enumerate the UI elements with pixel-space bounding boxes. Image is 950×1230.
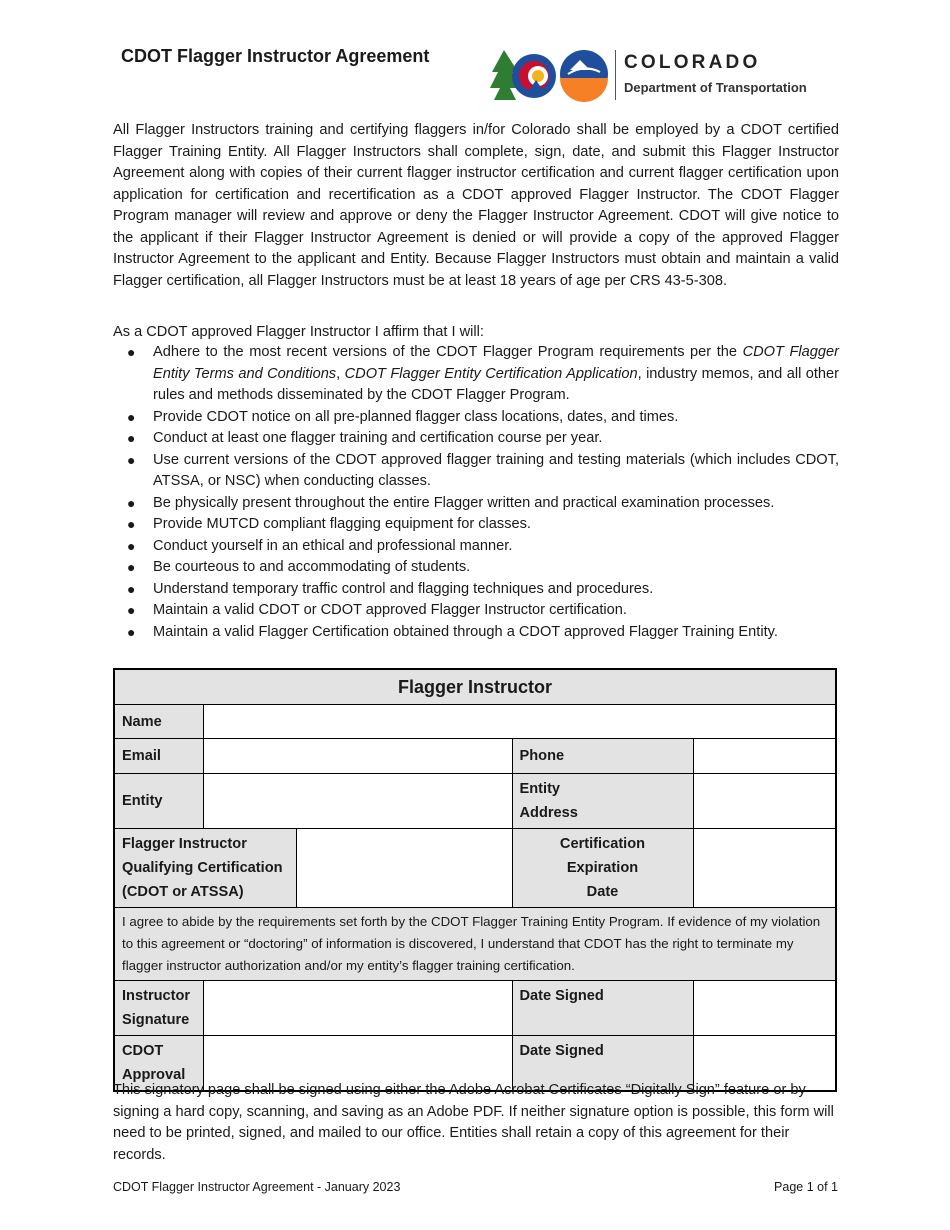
list-item: ● Conduct at least one flagger training and certification course per year. [113, 428, 839, 450]
phone-label: Phone [512, 739, 693, 774]
bullet-icon: ● [127, 559, 136, 575]
cdot-approval-label: CDOT Approval [114, 1036, 203, 1092]
list-item: ● Conduct yourself in an ethical and professional manner. [113, 536, 839, 558]
affirm-list [113, 342, 839, 643]
logo-department: Department of Transportation [624, 80, 807, 95]
date-signed-field[interactable] [693, 981, 836, 1036]
instructor-signature-label: Instructor Signature [114, 981, 203, 1036]
bullet-icon: ● [127, 602, 136, 618]
list-item: ● Understand temporary traffic control and flagging techniques and procedures. [113, 579, 839, 601]
bullet-icon: ● [127, 451, 136, 468]
bullet-icon: ● [127, 344, 136, 360]
entity-label: Entity [114, 774, 203, 829]
name-field[interactable] [203, 705, 836, 739]
list-item: ● Provide CDOT notice on all pre-planned flagger class locations, dates, and times. [113, 407, 839, 429]
name-label: Name [114, 705, 203, 739]
list-item: ● Use current versions of the CDOT approved flagger training and testing materials (which includes CDOT, ATSSA, or NSC) when conducting classes. [127, 451, 839, 489]
expiration-date-label: Certification Expiration Date [512, 829, 693, 908]
bullet-icon: ● [127, 494, 136, 511]
footer-document-title: CDOT Flagger Instructor Agreement - January 2023 [113, 1180, 401, 1194]
instructor-signature-field[interactable] [203, 981, 512, 1036]
email-field[interactable] [203, 739, 512, 774]
form-heading: Flagger Instructor [114, 669, 836, 705]
page-title: CDOT Flagger Instructor Agreement [121, 46, 430, 66]
bullet-icon: ● [127, 580, 136, 597]
logo-divider [615, 50, 616, 100]
list-item: ● Be physically present throughout the entire Flagger written and practical examination processes. [113, 493, 839, 515]
flagger-instructor-form [113, 668, 837, 1092]
colorado-emblem-icon [490, 48, 614, 104]
affirm-lead: As a CDOT approved Flagger Instructor I affirm that I will: [113, 324, 484, 340]
agreement-statement: I agree to abide by the requirements set forth by the CDOT Flagger Training Entity Program. If evidence of my violation to this agreement or “doctoring” of information is discovered, I understand that CDOT has the right to terminate my flagger instructor authorization and/or my entity’s flagger training certification. [114, 908, 836, 981]
date-signed-label: Date Signed [512, 981, 693, 1036]
bullet-icon: ● [127, 623, 136, 640]
bullet-icon: ● [127, 430, 136, 446]
qualifying-certification-label: Flagger Instructor Qualifying Certification (CDOT or ATSSA) [114, 829, 296, 908]
approval-date-signed-label: Date Signed [512, 1036, 693, 1092]
bullet-icon: ● [127, 537, 136, 554]
expiration-date-field[interactable] [693, 829, 836, 908]
signature-instructions: This signatory page shall be signed using either the Adobe Acrobat Certificates “Digitally Sign” feature or by signing a hard copy, scanning, and saving as an Adobe PDF. If neither signature option is possible, this form will need to be printed, signed, and mailed to our office. Entities shall retain a copy of this agreement for their records. [113, 1082, 834, 1163]
list-item: ● Be courteous to and accommodating of students. [113, 557, 839, 579]
entity-address-label: Entity Address [512, 774, 693, 829]
bullet-icon: ● [127, 516, 136, 532]
cdot-logo [490, 48, 830, 104]
list-item: ● Maintain a valid Flagger Certification obtained through a CDOT approved Flagger Training Entity. [113, 622, 839, 644]
list-item: ● Adhere to the most recent versions of the CDOT Flagger Program requirements per the CDOT Flagger Entity Terms and Conditions, CDOT Flagger Entity Certification Application, industry memos, and all other rules and methods disseminated by the CDOT Flagger Program. [127, 344, 840, 403]
qualifying-certification-field[interactable] [296, 829, 512, 908]
email-label: Email [114, 739, 203, 774]
intro-paragraph: All Flagger Instructors training and certifying flaggers in/for Colorado shall be employed by a CDOT certified Flagger Training Entity. All Flagger Instructors shall complete, sign, date, and submit this Flagger Instructor Agreement along with copies of their current flagger instructor certification and current flagger certification upon application for certification and recertification as a CDOT approved Flagger Instructor. The CDOT Flagger Program manager will review and approve or deny the Flagger Instructor Agreement. CDOT will give notice to the applicant if their Flagger Instructor Agreement is denied or will provide a copy of the approved Flagger Instructor Agreement to the applicant and Entity. Because Flagger Instructors must obtain and maintain a valid Flagger certification, all Flagger Instructors must be at least 18 years of age per CRS 43-5-308. [113, 122, 839, 289]
logo-wordmark: COLORADO [624, 52, 761, 73]
list-item: ● Maintain a valid CDOT or CDOT approved Flagger Instructor certification. [113, 600, 839, 622]
phone-field[interactable] [693, 739, 836, 774]
footer-page-number: Page 1 of 1 [774, 1180, 838, 1194]
entity-address-field[interactable] [693, 774, 836, 829]
entity-field[interactable] [203, 774, 512, 829]
bullet-icon: ● [127, 408, 136, 425]
list-item: ● Provide MUTCD compliant flagging equipment for classes. [113, 514, 839, 536]
